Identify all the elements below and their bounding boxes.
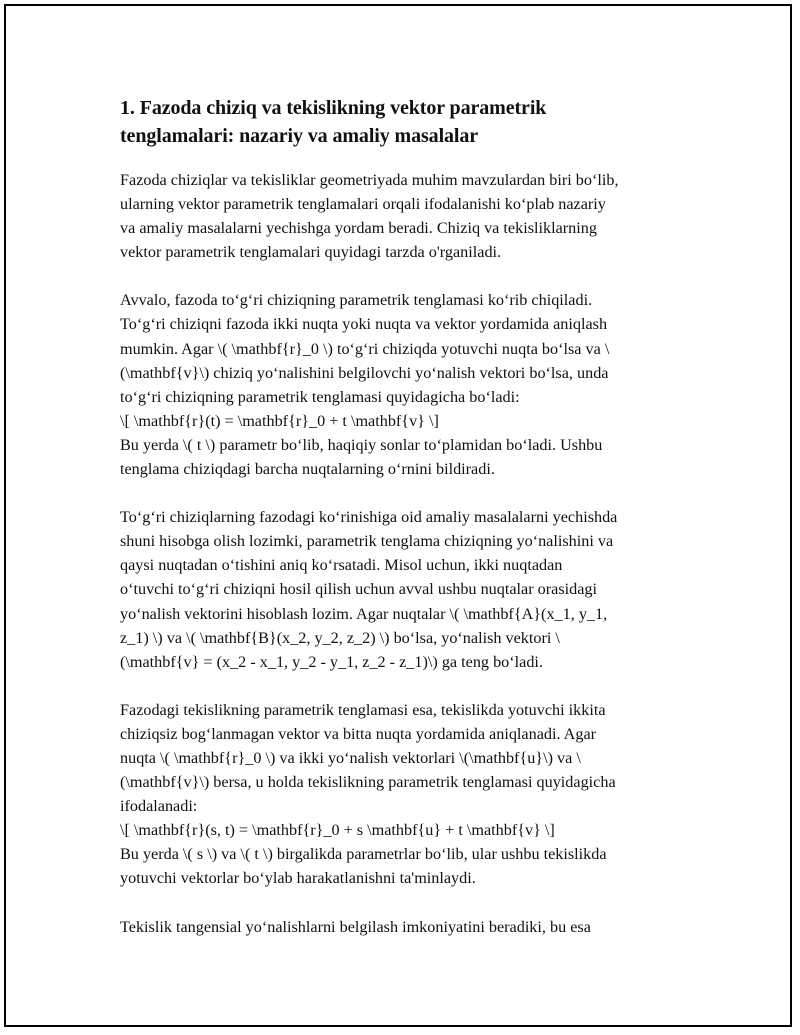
text-line: z_1) \) va \( \mathbf{B}(x_2, y_2, z_2) \) bo‘lsa, yo‘nalish vektori \ [120,628,560,647]
text-line: vektor parametrik tenglamalari quyidagi tarzda o'rganiladi. [120,243,502,262]
paragraph-line-equation [120,288,692,481]
title-line: 1. Fazoda chiziq va tekislikning vektor parametrik [120,97,547,119]
text-line: To‘g‘ri chiziqlarning fazodagi ko‘rinishiga oid amaliy masalalarni yechishda [120,508,618,527]
text-line: shuni hisobga olish lozimki, parametrik tenglama chiziqning yo‘nalishini va [120,532,614,551]
document-body [120,94,692,963]
text-line: o‘tuvchi to‘g‘ri chiziqni hosil qilish uchun avval ushbu nuqtalar orasidagi [120,580,597,599]
text-line: ularning vektor parametrik tenglamalari orqali ifodalanishi ko‘plab nazariy [120,195,606,214]
equation-line: \[ \mathbf{r}(t) = \mathbf{r}_0 + t \mathbf{v} \] [120,411,439,430]
text-line: (\mathbf{v} = (x_2 - x_1, y_2 - y_1, z_2 - z_1)\) ga teng bo‘ladi. [120,652,543,671]
text-line: va amaliy masalalarni yechishga yordam beradi. Chiziq va tekisliklarning [120,219,597,238]
text-line: qaysi nuqtadan o‘tishini aniq ko‘rsatadi. Misol uchun, ikki nuqtadan [120,556,563,575]
text-line: Bu yerda \( t \) parametr bo‘lib, haqiqiy sonlar to‘plamidan bo‘ladi. Ushbu [120,435,603,454]
text-line: to‘g‘ri chiziqning parametrik tenglamasi quyidagicha bo‘ladi: [120,387,520,406]
paragraph-tangent [120,915,692,939]
text-line: mumkin. Agar \( \mathbf{r}_0 \) to‘g‘ri chiziqda yotuvchi nuqta bo‘lsa va \ [120,339,610,358]
text-line: Tekislik tangensial yo‘nalishlarni belgilash imkoniyatini beradiki, bu esa [120,917,591,936]
text-line: (\mathbf{v}\) bersa, u holda tekislikning parametrik tenglamasi quyidagicha [120,773,616,792]
text-line: (\mathbf{v}\) chiziq yo‘nalishini belgilovchi yo‘nalish vektori bo‘lsa, unda [120,363,609,382]
text-line: yo‘nalish vektorini hisoblash lozim. Agar nuqtalar \( \mathbf{A}(x_1, y_1, [120,604,608,623]
title-line: tenglamalari: nazariy va amaliy masalalar [120,125,479,147]
text-line: Fazoda chiziqlar va tekisliklar geometriyada muhim mavzulardan biri bo‘lib, [120,171,619,189]
equation-line: \[ \mathbf{r}(s, t) = \mathbf{r}_0 + s \mathbf{u} + t \mathbf{v} \] [120,821,555,840]
paragraph-intro [120,168,692,264]
document-page [4,4,792,1027]
text-line: Fazodagi tekislikning parametrik tenglamasi esa, tekislikda yotuvchi ikkita [120,700,606,719]
text-line: chiziqsiz bog‘lanmagan vektor va bitta nuqta yordamida aniqlanadi. Agar [120,724,597,743]
paragraph-plane-equation [120,698,692,891]
text-line: To‘g‘ri chiziqni fazoda ikki nuqta yoki nuqta va vektor yordamida aniqlash [120,315,608,334]
paragraph-line-problems [120,505,692,674]
section-title [120,94,692,150]
text-line: nuqta \( \mathbf{r}_0 \) va ikki yo‘nalish vektorlari \(\mathbf{u}\) va \ [120,748,581,767]
text-line: yotuvchi vektorlar bo‘ylab harakatlanishni ta'minlaydi. [120,869,476,888]
text-line: Avvalo, fazoda to‘g‘ri chiziqning parametrik tenglamasi ko‘rib chiqiladi. [120,291,593,310]
text-line: tenglama chiziqdagi barcha nuqtalarning o‘rnini bildiradi. [120,460,495,479]
text-line: ifodalanadi: [120,797,198,816]
text-line: Bu yerda \( s \) va \( t \) birgalikda parametrlar bo‘lib, ular ushbu tekislikda [120,845,607,864]
